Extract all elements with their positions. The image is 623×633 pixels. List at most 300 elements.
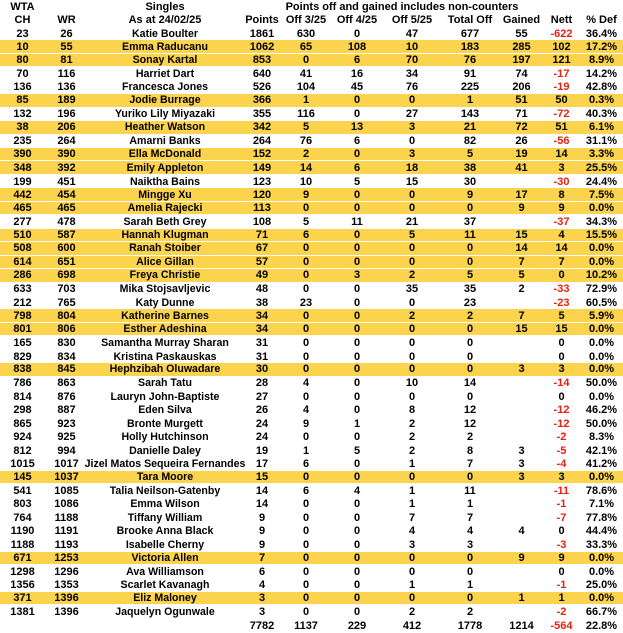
cell-gained[interactable]: 3: [518, 444, 525, 457]
cell-off-325[interactable]: 5: [302, 215, 310, 228]
cell-wr[interactable]: 1396: [54, 606, 79, 619]
cell-points[interactable]: 123: [252, 175, 272, 188]
cell-ch[interactable]: 145: [13, 471, 32, 484]
cell-off-525[interactable]: 1: [408, 458, 416, 471]
cell-off-325[interactable]: 0: [302, 592, 310, 605]
cell-off-425[interactable]: 0: [353, 108, 361, 121]
cell-nett[interactable]: -1: [556, 579, 567, 592]
cell-off-425[interactable]: 0: [353, 309, 361, 322]
cell-total-off[interactable]: 0: [466, 471, 474, 484]
cell-off-325[interactable]: 0: [302, 606, 310, 619]
cell-points[interactable]: 34: [255, 323, 269, 336]
cell-player-name[interactable]: Tiffany William: [127, 511, 203, 524]
cell-off-325[interactable]: 2: [302, 148, 310, 161]
cell-ch[interactable]: 671: [13, 551, 32, 564]
cell-total-off[interactable]: 4: [466, 525, 474, 538]
cell-pct-def[interactable]: 46.2%: [585, 404, 618, 417]
cell-pct-def[interactable]: 6.1%: [588, 121, 615, 134]
cell-off-425[interactable]: 4: [353, 485, 361, 498]
cell-nett[interactable]: 9: [558, 551, 565, 564]
cell-points[interactable]: 120: [252, 188, 272, 201]
cell-gained[interactable]: [500, 578, 543, 591]
cell-ch[interactable]: 85: [16, 94, 29, 107]
cell-off-525[interactable]: 0: [408, 471, 416, 484]
cell-player-name[interactable]: Talia Neilson-Gatenby: [109, 485, 221, 498]
cell-total-off[interactable]: 0: [466, 255, 474, 268]
col-header-off-325[interactable]: Off 3/25: [285, 14, 327, 27]
cell-off-325[interactable]: 0: [302, 551, 310, 564]
col-header-nett[interactable]: Nett: [550, 14, 573, 27]
cell-player-name[interactable]: Katie Boulter: [132, 27, 198, 40]
cell-nett[interactable]: -12: [553, 404, 570, 417]
cell-player-name[interactable]: Danielle Daley: [129, 444, 201, 457]
cell-points[interactable]: 67: [255, 242, 269, 255]
cell-gained[interactable]: 4: [518, 525, 525, 538]
cell-off-425[interactable]: 0: [353, 148, 361, 161]
cell-pct-def[interactable]: 5.9%: [588, 309, 615, 322]
cell-player-name[interactable]: Naiktha Bains: [129, 175, 201, 188]
cell-points[interactable]: 640: [252, 67, 272, 80]
cell-off-525[interactable]: 2: [408, 431, 416, 444]
cell-nett[interactable]: -72: [553, 108, 570, 121]
cell-off-525[interactable]: 15: [405, 175, 419, 188]
cell-off-425[interactable]: 0: [353, 255, 361, 268]
cell-gained[interactable]: 1: [518, 592, 525, 605]
cell-pct-def[interactable]: 0.0%: [588, 551, 615, 564]
cell-total-off[interactable]: 0: [466, 592, 474, 605]
cell-ch[interactable]: 812: [13, 444, 32, 457]
cell-wr[interactable]: 765: [57, 296, 76, 309]
cell-off-525[interactable]: 0: [408, 242, 416, 255]
cell-player-name[interactable]: Yuriko Lily Miyazaki: [114, 108, 216, 121]
cell-pct-def[interactable]: 8.9%: [588, 54, 615, 67]
cell-player-name[interactable]: Brooke Anna Black: [116, 525, 214, 538]
cell-total-off[interactable]: 7: [466, 458, 474, 471]
cell-gained[interactable]: 285: [512, 40, 531, 53]
cell-gained[interactable]: 9: [518, 551, 525, 564]
cell-total-off[interactable]: 183: [460, 40, 480, 53]
cell-nett[interactable]: -33: [553, 283, 570, 296]
cell-points[interactable]: 49: [255, 269, 269, 282]
cell-points[interactable]: 31: [255, 350, 269, 363]
cell-off-425[interactable]: 0: [353, 242, 361, 255]
cell-off-525[interactable]: 3: [408, 538, 416, 551]
cell-off-325[interactable]: 104: [296, 81, 316, 94]
cell-wr[interactable]: 136: [57, 81, 76, 94]
cell-points[interactable]: 27: [255, 390, 269, 403]
cell-total-off[interactable]: 14: [463, 377, 477, 390]
cell-total-off[interactable]: 37: [463, 215, 477, 228]
cell-off-325[interactable]: 0: [302, 498, 310, 511]
cell-off-325[interactable]: 116: [297, 108, 315, 121]
cell-off-525[interactable]: 2: [408, 444, 416, 457]
cell-off-425[interactable]: 0: [353, 363, 361, 376]
cell-off-325[interactable]: 1: [302, 94, 310, 107]
cell-off-525[interactable]: 1: [408, 579, 416, 592]
cell-ch[interactable]: 541: [13, 485, 32, 498]
cell-points[interactable]: 34: [255, 309, 269, 322]
cell-off-525[interactable]: 0: [408, 323, 416, 336]
cell-off-425[interactable]: 0: [353, 350, 361, 363]
col-header-ch[interactable]: CH: [14, 14, 31, 27]
cell-off-325[interactable]: 0: [302, 538, 310, 551]
cell-ch[interactable]: 298: [13, 404, 32, 417]
cell-total-off[interactable]: 11: [464, 228, 476, 241]
cell-points[interactable]: 1861: [249, 27, 275, 40]
cell-wr[interactable]: 804: [57, 309, 76, 322]
cell-pct-def[interactable]: 0.0%: [588, 337, 615, 350]
cell-total-off[interactable]: 38: [463, 161, 477, 174]
cell-nett[interactable]: 0: [558, 350, 565, 363]
cell-gained[interactable]: [500, 431, 543, 444]
cell-off-425[interactable]: 0: [353, 323, 361, 336]
cell-off-525[interactable]: 0: [408, 390, 416, 403]
cell-player-name[interactable]: Ella McDonald: [128, 148, 202, 161]
cell-total-off[interactable]: 3: [466, 538, 474, 551]
cell-points[interactable]: 31: [255, 337, 269, 350]
cell-gained[interactable]: 19: [515, 148, 528, 161]
cell-gained[interactable]: 3: [518, 458, 525, 471]
cell-pct-def[interactable]: 0.0%: [588, 350, 615, 363]
cell-off-325[interactable]: 10: [299, 175, 313, 188]
cell-player-name[interactable]: Mika Stojsavljevic: [119, 283, 211, 296]
cell-player-name[interactable]: Hannah Klugman: [121, 228, 209, 241]
cell-ch[interactable]: 10: [16, 40, 29, 53]
cell-gained[interactable]: 55: [515, 27, 528, 40]
cell-off-525[interactable]: 0: [408, 551, 416, 564]
cell-off-525[interactable]: 35: [405, 283, 419, 296]
cell-wr[interactable]: 1353: [54, 579, 79, 592]
cell-off-325[interactable]: 0: [302, 565, 310, 578]
cell-player-name[interactable]: Holly Hutchinson: [121, 431, 209, 444]
cell-wr[interactable]: 925: [57, 431, 76, 444]
cell-off-525[interactable]: 0: [408, 363, 416, 376]
cell-wr[interactable]: 698: [57, 269, 76, 282]
cell-player-name[interactable]: Katy Dunne: [135, 296, 195, 309]
cell-pct-def[interactable]: 42.8%: [585, 81, 618, 94]
cell-ch[interactable]: 1188: [10, 538, 35, 551]
cell-points[interactable]: 30: [255, 363, 269, 376]
cell-points[interactable]: 24: [255, 417, 269, 430]
cell-pct-def[interactable]: 44.4%: [585, 525, 618, 538]
cell-points[interactable]: 526: [252, 81, 272, 94]
cell-ch[interactable]: 132: [13, 108, 32, 121]
cell-total-off[interactable]: 0: [466, 337, 474, 350]
cell-gained[interactable]: 3: [518, 471, 525, 484]
cell-off-425[interactable]: 0: [353, 377, 361, 390]
cell-player-name[interactable]: Eden Silva: [138, 404, 192, 417]
cell-ch[interactable]: 23: [16, 27, 29, 40]
cell-wr[interactable]: 1396: [54, 592, 79, 605]
cell-total-off[interactable]: 12: [463, 417, 477, 430]
cell-points[interactable]: 3: [258, 606, 266, 619]
total-points[interactable]: 7782: [249, 619, 275, 632]
cell-pct-def[interactable]: 50.0%: [585, 377, 618, 390]
cell-nett[interactable]: -7: [556, 511, 567, 524]
cell-player-name[interactable]: Katherine Barnes: [121, 309, 209, 322]
cell-player-name[interactable]: Isabelle Cherny: [125, 538, 205, 551]
cell-off-325[interactable]: 0: [302, 269, 310, 282]
cell-ch[interactable]: 508: [13, 242, 32, 255]
cell-off-525[interactable]: 76: [405, 81, 419, 94]
cell-wr[interactable]: 454: [57, 188, 76, 201]
cell-ch[interactable]: 801: [13, 323, 32, 336]
cell-total-off[interactable]: 9: [466, 188, 474, 201]
cell-wr[interactable]: 390: [57, 148, 76, 161]
cell-off-425[interactable]: 11: [351, 215, 363, 228]
cell-off-525[interactable]: 0: [408, 337, 416, 350]
cell-player-name[interactable]: Lauryn John-Baptiste: [110, 390, 220, 403]
cell-gained[interactable]: 206: [512, 81, 531, 94]
cell-nett[interactable]: 14: [555, 148, 568, 161]
cell-gained[interactable]: [500, 350, 543, 363]
cell-nett[interactable]: -23: [553, 296, 570, 309]
cell-off-425[interactable]: 5: [353, 444, 361, 457]
cell-nett[interactable]: -37: [553, 215, 570, 228]
cell-wr[interactable]: 830: [57, 337, 76, 350]
cell-off-525[interactable]: 2: [408, 417, 416, 430]
cell-ch[interactable]: 348: [13, 161, 32, 174]
cell-total-off[interactable]: 0: [466, 242, 474, 255]
cell-gained[interactable]: [500, 605, 543, 618]
cell-off-425[interactable]: 0: [353, 188, 361, 201]
cell-wr[interactable]: 264: [57, 135, 76, 148]
cell-off-525[interactable]: 3: [408, 148, 416, 161]
cell-nett[interactable]: -56: [553, 135, 570, 148]
cell-off-525[interactable]: 4: [408, 525, 416, 538]
cell-pct-def[interactable]: 77.8%: [585, 511, 618, 524]
cell-nett[interactable]: 51: [555, 121, 568, 134]
cell-gained[interactable]: 51: [515, 94, 528, 107]
cell-nett[interactable]: 3: [558, 161, 565, 174]
cell-ch[interactable]: 1356: [10, 579, 35, 592]
cell-pct-def[interactable]: 8.3%: [588, 431, 615, 444]
cell-total-off[interactable]: 2: [466, 431, 474, 444]
cell-ch[interactable]: 70: [16, 67, 29, 80]
cell-off-425[interactable]: 0: [353, 228, 361, 241]
cell-off-325[interactable]: 41: [299, 67, 313, 80]
cell-gained[interactable]: 15: [515, 228, 528, 241]
cell-player-name[interactable]: Ava Williamson: [126, 565, 204, 578]
cell-off-525[interactable]: 10: [405, 377, 419, 390]
cell-gained[interactable]: 7: [518, 309, 525, 322]
cell-ch[interactable]: 136: [13, 81, 32, 94]
cell-wr[interactable]: 1085: [54, 485, 79, 498]
cell-nett[interactable]: -12: [553, 417, 570, 430]
cell-pct-def[interactable]: 42.1%: [585, 444, 618, 457]
col-header-wr[interactable]: WR: [57, 14, 76, 27]
cell-total-off[interactable]: 5: [466, 269, 474, 282]
cell-points[interactable]: 6: [258, 565, 266, 578]
cell-pct-def[interactable]: 33.3%: [585, 538, 618, 551]
cell-ch[interactable]: 633: [13, 283, 32, 296]
cell-player-name[interactable]: Hephzibah Oluwadare: [109, 363, 221, 376]
cell-total-off[interactable]: 225: [460, 81, 480, 94]
col-header-total-off[interactable]: Total Off: [447, 14, 493, 27]
cell-points[interactable]: 19: [255, 444, 269, 457]
cell-off-325[interactable]: 0: [302, 242, 310, 255]
cell-total-off[interactable]: 2: [466, 309, 474, 322]
cell-off-325[interactable]: 0: [302, 309, 310, 322]
cell-points[interactable]: 17: [255, 458, 269, 471]
cell-ch[interactable]: 80: [16, 54, 29, 67]
cell-pct-def[interactable]: 66.7%: [585, 606, 618, 619]
cell-off-425[interactable]: 0: [353, 471, 361, 484]
cell-wr[interactable]: 845: [57, 363, 76, 376]
col-header-off-525[interactable]: Off 5/25: [391, 14, 433, 27]
cell-pct-def[interactable]: 0.0%: [588, 592, 615, 605]
cell-points[interactable]: 9: [258, 538, 266, 551]
cell-wr[interactable]: 876: [57, 390, 76, 403]
total-off-425[interactable]: 229: [347, 619, 367, 632]
cell-player-name[interactable]: Sonay Kartal: [132, 54, 198, 67]
cell-pct-def[interactable]: 14.2%: [585, 67, 618, 80]
cell-nett[interactable]: -14: [553, 377, 570, 390]
cell-points[interactable]: 7: [258, 551, 266, 564]
cell-ch[interactable]: 1015: [10, 458, 35, 471]
cell-points[interactable]: 355: [252, 108, 272, 121]
cell-pct-def[interactable]: 0.0%: [588, 242, 615, 255]
cell-off-425[interactable]: 0: [353, 337, 361, 350]
cell-pct-def[interactable]: 24.4%: [585, 175, 618, 188]
cell-ch[interactable]: 1298: [10, 565, 35, 578]
col-header-date[interactable]: As at 24/02/25: [128, 14, 202, 27]
cell-off-325[interactable]: 0: [302, 54, 310, 67]
cell-ch[interactable]: 798: [13, 309, 32, 322]
cell-off-525[interactable]: 27: [405, 108, 419, 121]
cell-total-off[interactable]: 1: [466, 94, 474, 107]
cell-total-off[interactable]: 1: [466, 579, 474, 592]
cell-total-off[interactable]: 5: [466, 148, 474, 161]
cell-ch[interactable]: 865: [13, 417, 32, 430]
cell-off-525[interactable]: 5: [408, 228, 416, 241]
cell-player-name[interactable]: Alice Gillan: [136, 255, 194, 268]
cell-pct-def[interactable]: 0.0%: [588, 390, 615, 403]
cell-off-525[interactable]: 18: [405, 161, 419, 174]
cell-ch[interactable]: 1190: [10, 525, 35, 538]
cell-off-325[interactable]: 14: [299, 161, 313, 174]
cell-ch[interactable]: 803: [13, 498, 32, 511]
cell-points[interactable]: 15: [255, 471, 269, 484]
cell-gained[interactable]: 71: [515, 108, 528, 121]
cell-gained[interactable]: 2: [518, 283, 525, 296]
cell-off-525[interactable]: 47: [405, 27, 419, 40]
cell-player-name[interactable]: Eliz Maloney: [133, 592, 197, 605]
cell-player-name[interactable]: Bronte Murgett: [127, 417, 203, 430]
cell-wr[interactable]: 887: [57, 404, 76, 417]
cell-off-325[interactable]: 630: [296, 27, 316, 40]
cell-gained[interactable]: [500, 404, 543, 417]
cell-off-525[interactable]: 0: [408, 565, 416, 578]
cell-off-525[interactable]: 0: [408, 202, 416, 215]
cell-pct-def[interactable]: 36.4%: [585, 27, 618, 40]
cell-gained[interactable]: [500, 390, 543, 403]
cell-player-name[interactable]: Sarah Beth Grey: [123, 215, 207, 228]
cell-ch[interactable]: 465: [13, 202, 32, 215]
cell-wr[interactable]: 1253: [54, 551, 79, 564]
cell-off-525[interactable]: 70: [405, 54, 419, 67]
cell-nett[interactable]: -19: [553, 81, 570, 94]
cell-nett[interactable]: 0: [558, 390, 565, 403]
col-header-points[interactable]: Points: [245, 14, 279, 27]
cell-off-325[interactable]: 0: [302, 323, 310, 336]
cell-points[interactable]: 108: [252, 215, 272, 228]
cell-off-325[interactable]: 1: [302, 444, 310, 457]
cell-off-425[interactable]: 3: [353, 269, 361, 282]
cell-off-525[interactable]: 0: [408, 255, 416, 268]
cell-wr[interactable]: 1296: [54, 565, 79, 578]
cell-nett[interactable]: 14: [555, 242, 568, 255]
cell-nett[interactable]: -2: [556, 431, 567, 444]
cell-player-name[interactable]: Francesca Jones: [122, 81, 208, 94]
cell-off-325[interactable]: 0: [302, 431, 310, 444]
cell-pct-def[interactable]: 25.5%: [585, 161, 618, 174]
cell-off-425[interactable]: 108: [347, 40, 367, 53]
cell-points[interactable]: 152: [252, 148, 272, 161]
cell-off-425[interactable]: 0: [353, 390, 361, 403]
cell-off-325[interactable]: 9: [302, 188, 310, 201]
cell-player-name[interactable]: Mingge Xu: [138, 188, 192, 201]
cell-total-off[interactable]: 11: [464, 485, 476, 498]
total-pct-def[interactable]: 22.8%: [585, 619, 618, 632]
cell-nett[interactable]: 3: [558, 471, 565, 484]
cell-wr[interactable]: 1086: [54, 498, 79, 511]
cell-gained[interactable]: [500, 377, 543, 390]
cell-off-325[interactable]: 6: [302, 228, 310, 241]
total-nett[interactable]: -564: [550, 619, 573, 632]
cell-off-425[interactable]: 0: [353, 296, 361, 309]
cell-total-off[interactable]: 23: [463, 296, 477, 309]
cell-wr[interactable]: 600: [57, 242, 76, 255]
cell-off-525[interactable]: 3: [408, 121, 416, 134]
cell-total-off[interactable]: 143: [460, 108, 480, 121]
cell-ch[interactable]: 786: [13, 377, 32, 390]
cell-pct-def[interactable]: 78.6%: [585, 485, 618, 498]
cell-off-325[interactable]: 0: [302, 202, 310, 215]
cell-off-525[interactable]: 0: [408, 350, 416, 363]
cell-gained[interactable]: [500, 215, 543, 228]
cell-player-name[interactable]: Amarni Banks: [129, 135, 201, 148]
cell-off-425[interactable]: 6: [353, 161, 361, 174]
cell-nett[interactable]: -622: [550, 27, 573, 40]
total-off-525[interactable]: 412: [402, 619, 422, 632]
cell-total-off[interactable]: 0: [466, 363, 474, 376]
cell-points[interactable]: 4: [258, 579, 266, 592]
cell-points[interactable]: 113: [253, 202, 271, 215]
cell-wr[interactable]: 1017: [54, 458, 79, 471]
cell-gained[interactable]: [500, 498, 543, 511]
cell-gained[interactable]: 26: [515, 135, 528, 148]
cell-nett[interactable]: -1: [556, 498, 567, 511]
cell-off-525[interactable]: 2: [408, 269, 416, 282]
cell-pct-def[interactable]: 50.0%: [585, 417, 618, 430]
cell-nett[interactable]: 0: [558, 565, 565, 578]
cell-off-425[interactable]: 0: [353, 458, 361, 471]
cell-off-425[interactable]: 0: [353, 404, 361, 417]
cell-nett[interactable]: 4: [558, 228, 565, 241]
cell-points[interactable]: 9: [258, 525, 266, 538]
cell-wr[interactable]: 451: [57, 175, 76, 188]
cell-pct-def[interactable]: 72.9%: [585, 283, 618, 296]
cell-player-name[interactable]: Esther Adeshina: [123, 323, 207, 336]
cell-off-425[interactable]: 0: [353, 579, 361, 592]
cell-ch[interactable]: 212: [13, 296, 32, 309]
cell-nett[interactable]: -2: [556, 606, 567, 619]
cell-nett[interactable]: -4: [556, 458, 567, 471]
cell-wr[interactable]: 196: [57, 108, 76, 121]
cell-total-off[interactable]: 21: [463, 121, 477, 134]
cell-points[interactable]: 48: [255, 283, 269, 296]
